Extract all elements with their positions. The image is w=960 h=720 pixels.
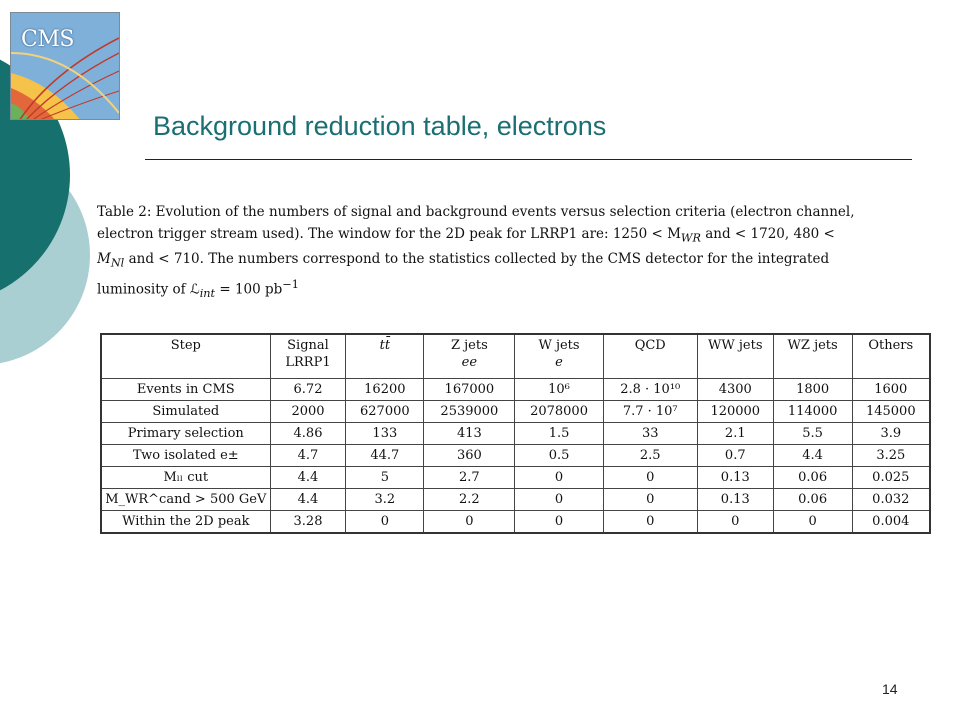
table-row [101,489,930,511]
caption-line-2-tail: and < 1720, 480 < [700,225,835,242]
table-cell: 2078000 [515,401,603,423]
row-step-label: Events in CMS [101,379,270,401]
caption-line-4-subscript: int [199,287,216,301]
page-number: 14 [882,681,898,697]
cms-logo [10,12,120,120]
table-cell: 4.4 [270,489,346,511]
table-row [101,379,930,401]
table-cell: 0 [424,511,515,534]
caption-line-2-text: electron trigger stream used). The window for the 2D peak for LRRP1 are: 1250 < M [97,225,681,242]
table-cell: 0.004 [852,511,930,534]
table-caption [97,202,933,305]
caption-line-1: Table 2: Evolution of the numbers of signal and background events versus selection criteria (electron channel, [97,204,855,220]
table-cell: 1800 [773,379,852,401]
background-reduction-table [100,333,931,534]
caption-line-4-equals: = 100 pb [215,281,283,298]
header-ww-jets: WW jets [697,334,773,379]
row-step-label: Mₗₗ cut [101,467,270,489]
table-cell: 4.86 [270,423,346,445]
table-cell: 4300 [697,379,773,401]
table-cell: 114000 [773,401,852,423]
table-cell: 2.5 [603,445,697,467]
row-step-label: Two isolated e± [101,445,270,467]
table-cell: 3.2 [346,489,424,511]
table-cell: 2.2 [424,489,515,511]
table-cell: 3.9 [852,423,930,445]
slide-title: Background reduction table, electrons [153,111,607,141]
table-cell: 3.25 [852,445,930,467]
caption-line-4-text: luminosity of ℒ [97,281,200,298]
row-step-label: M_WR^cand > 500 GeV [101,489,270,511]
table-cell: 1.5 [515,423,603,445]
table-cell: 4.7 [270,445,346,467]
table-cell: 4.4 [270,467,346,489]
table-cell: 0.025 [852,467,930,489]
header-step: Step [101,334,270,379]
table-cell: 2.8 · 10¹⁰ [603,379,697,401]
table-cell: 0.13 [697,467,773,489]
table-cell: 167000 [424,379,515,401]
table-row [101,423,930,445]
table-cell: 0 [515,511,603,534]
table-cell: 120000 [697,401,773,423]
table-cell: 6.72 [270,379,346,401]
table-cell: 33 [603,423,697,445]
header-qcd: QCD [603,334,697,379]
table-cell: 44.7 [346,445,424,467]
table-cell: 0 [697,511,773,534]
table-cell: 0.06 [773,467,852,489]
table-cell: 3.28 [270,511,346,534]
row-step-label: Primary selection [101,423,270,445]
table-cell: 4.4 [773,445,852,467]
table-cell: 0 [603,467,697,489]
header-signal: Signal LRRP1 [270,334,346,379]
table-cell: 0.06 [773,489,852,511]
table-cell: 0 [603,489,697,511]
table-cell: 145000 [852,401,930,423]
table-cell: 627000 [346,401,424,423]
table-cell: 2.7 [424,467,515,489]
table-cell: 0.032 [852,489,930,511]
table-header-row [101,334,930,379]
row-step-label: Within the 2D peak [101,511,270,534]
table-cell: 1600 [852,379,930,401]
header-others: Others [852,334,930,379]
table-cell: 413 [424,423,515,445]
table-cell: 7.7 · 10⁷ [603,401,697,423]
decor-white-band [0,0,72,12]
table-cell: 2.1 [697,423,773,445]
table-body [101,379,930,534]
header-wz-jets: WZ jets [773,334,852,379]
caption-line-3-subscript: Nl [110,256,125,270]
title-underline [145,159,912,160]
table-cell: 2000 [270,401,346,423]
header-ttbar: tt̄ [346,334,424,379]
table-cell: 16200 [346,379,424,401]
table-cell: 0.13 [697,489,773,511]
table-row [101,467,930,489]
row-step-label: Simulated [101,401,270,423]
table-cell: 2539000 [424,401,515,423]
table-row [101,445,930,467]
caption-line-3 [97,249,933,274]
cms-logo-text: CMS [21,27,74,52]
table-cell: 0 [515,489,603,511]
table-cell: 0 [346,511,424,534]
caption-line-4 [97,274,933,305]
table-row [101,401,930,423]
header-z-jets: Z jets ee [424,334,515,379]
caption-line-2-subscript: WR [680,231,701,245]
table-cell: 0 [515,467,603,489]
background-table-container [100,333,931,534]
caption-line-3-symbol: M [97,250,111,267]
caption-line-3-text: and < 710. The numbers correspond to the statistics collected by the CMS detector for the integrated [124,250,830,267]
header-w-jets: W jets e [515,334,603,379]
table-cell: 0 [603,511,697,534]
caption-line-2 [97,224,933,249]
table-cell: 0.5 [515,445,603,467]
table-cell: 0.7 [697,445,773,467]
table-cell: 360 [424,445,515,467]
table-row [101,511,930,534]
table-cell: 5 [346,467,424,489]
caption-line-4-superscript: −1 [282,277,299,291]
table-cell: 5.5 [773,423,852,445]
table-cell: 133 [346,423,424,445]
table-cell: 0 [773,511,852,534]
table-cell: 10⁶ [515,379,603,401]
